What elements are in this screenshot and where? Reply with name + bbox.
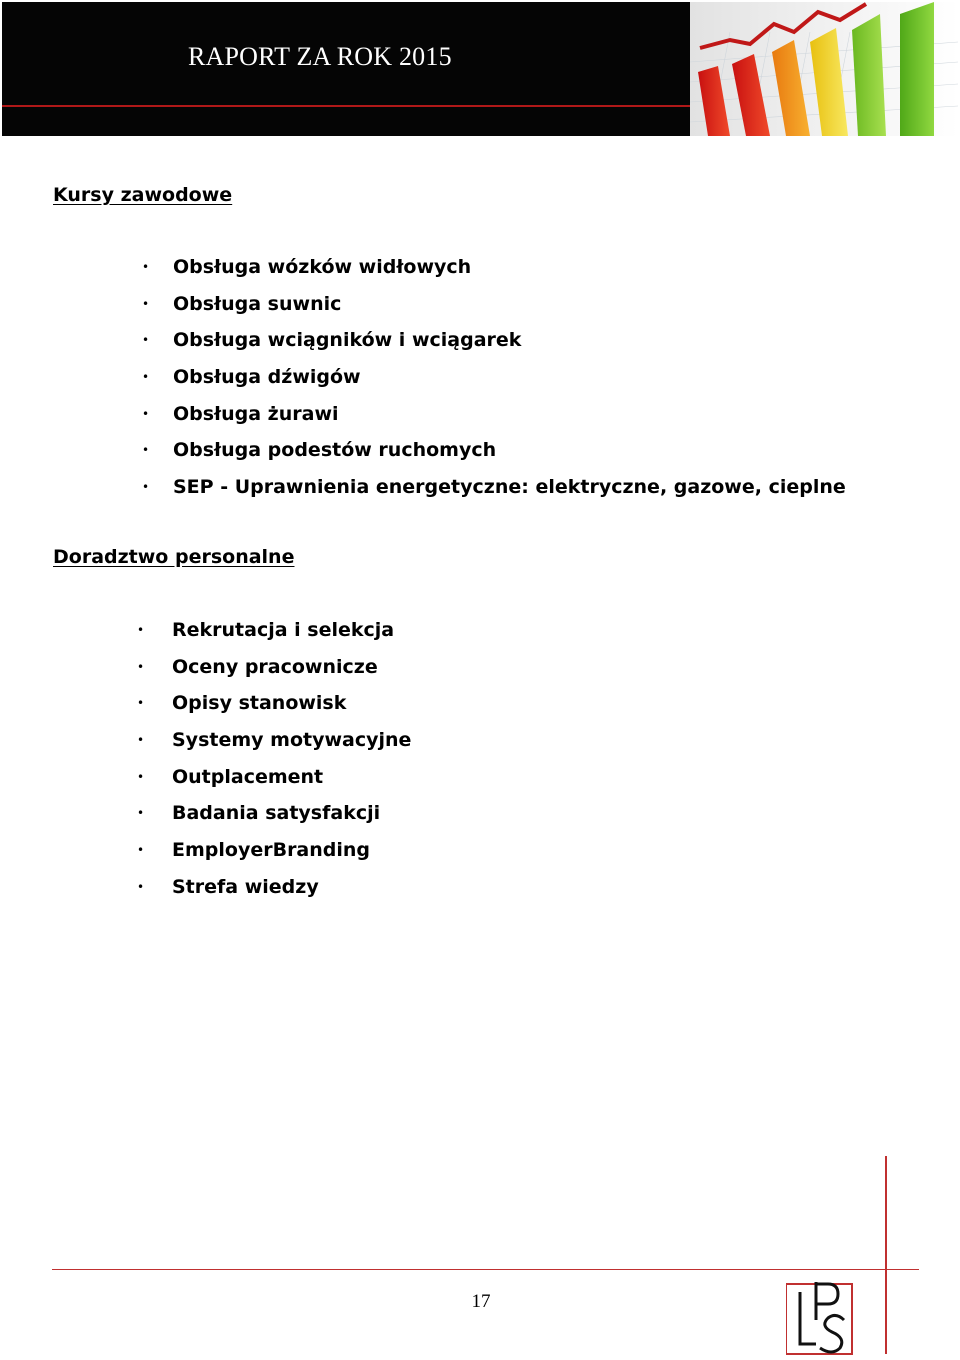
section-title-doradztwo-personalne: Doradztwo personalne: [53, 546, 295, 568]
bullet-icon: •: [142, 370, 150, 385]
header-red-rule: [2, 105, 690, 107]
bullet-icon: •: [142, 406, 150, 421]
bullet-icon: •: [137, 696, 145, 711]
footer-vertical-rule: [885, 1156, 887, 1354]
bullet-icon: •: [137, 733, 145, 748]
bullet-icon: •: [137, 806, 145, 821]
bullet-icon: •: [137, 769, 145, 784]
bullet-icon: •: [142, 296, 150, 311]
bullet-icon: •: [142, 480, 150, 495]
report-title: RAPORT ZA ROK 2015: [188, 42, 452, 71]
bullet-icon: •: [142, 260, 150, 274]
bar-chart-arrow-graphic-icon: [690, 2, 958, 136]
lps-logo-icon: [786, 1280, 858, 1356]
page-number: 17: [471, 1291, 491, 1312]
bullet-icon: •: [137, 659, 145, 674]
bullet-icon: •: [137, 623, 145, 637]
bullet-icon: •: [142, 333, 150, 348]
section-title-kursy-zawodowe: Kursy zawodowe: [53, 184, 233, 206]
report-header: [2, 2, 690, 136]
bullet-icon: •: [137, 879, 145, 894]
footer-horizontal-rule: [52, 1269, 919, 1270]
bullet-icon: •: [142, 443, 150, 458]
bullet-icon: •: [137, 843, 145, 858]
